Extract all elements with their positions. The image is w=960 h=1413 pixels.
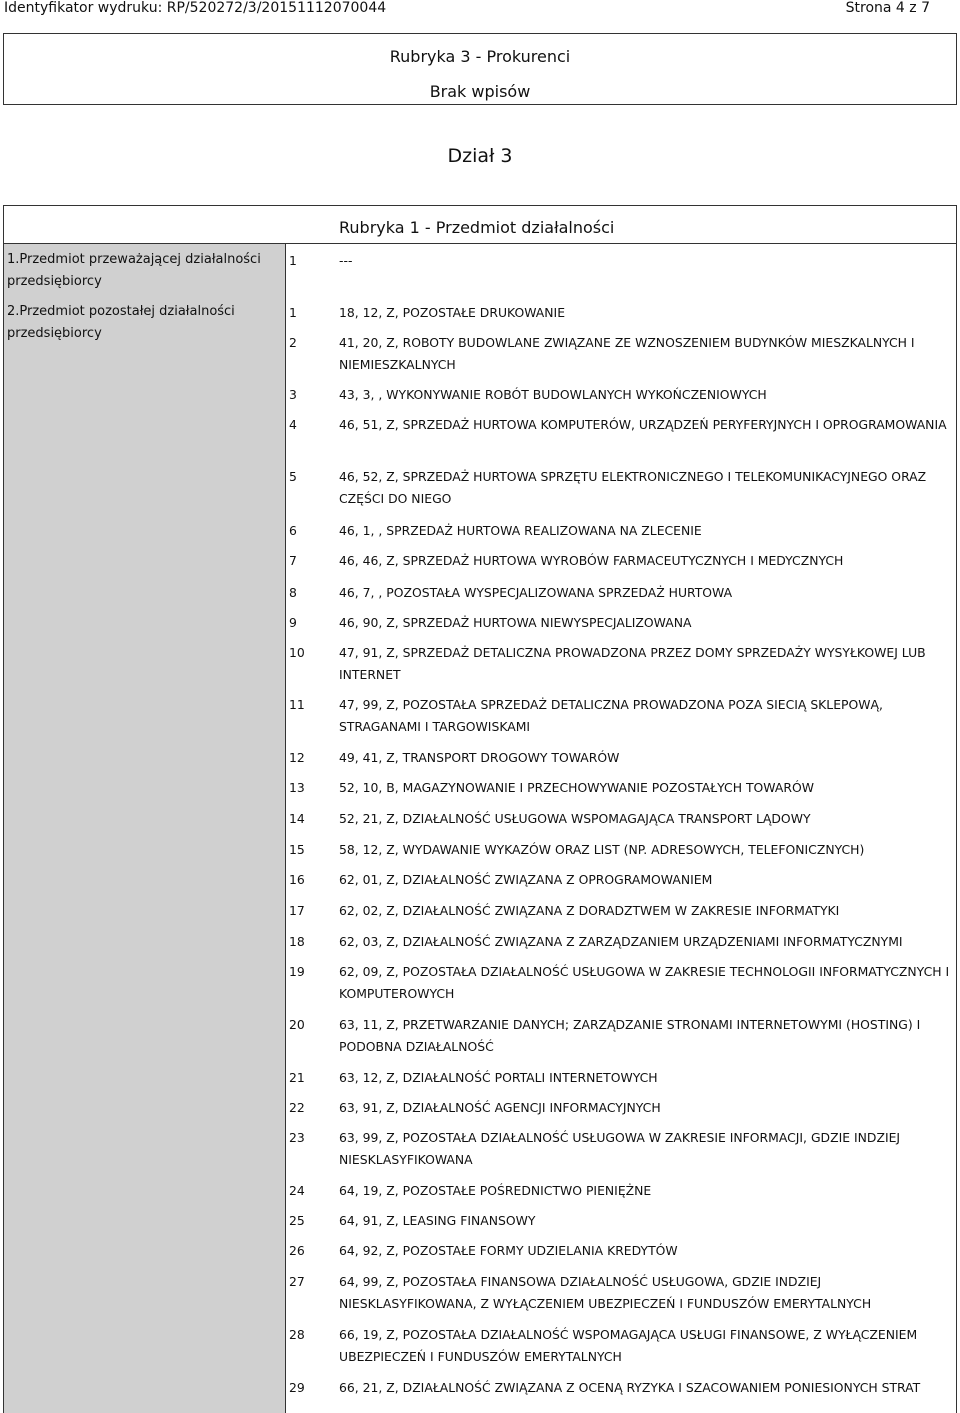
row-number: 24 (289, 1183, 305, 1198)
row-text: 64, 92, Z, POZOSTAŁE FORMY UDZIELANIA KREDYTÓW (339, 1243, 678, 1258)
row-number: 5 (289, 469, 297, 484)
row-text: 58, 12, Z, WYDAWANIE WYKAZÓW ORAZ LIST (NP. ADRESOWYCH, TELEFONICZNYCH) (339, 842, 865, 857)
row-number: 19 (289, 964, 305, 979)
row-number: 10 (289, 645, 305, 660)
row-text: 47, 91, Z, SPRZEDAŻ DETALICZNA PROWADZONA PRZEZ DOMY SPRZEDAŻY WYSYŁKOWEJ LUB INTERNET (339, 645, 926, 682)
row-text: 62, 03, Z, DZIAŁALNOŚĆ ZWIĄZANA Z ZARZĄDZANIEM URZĄDZENIAMI INFORMATYCZNYMI (339, 934, 903, 949)
rubric-1-table (3, 205, 957, 1413)
row-number: 26 (289, 1243, 305, 1258)
row-text: 46, 7, , POZOSTAŁA WYSPECJALIZOWANA SPRZEDAŻ HURTOWA (339, 585, 733, 600)
row-number: 1 (289, 305, 297, 320)
row-text: 63, 91, Z, DZIAŁALNOŚĆ AGENCJI INFORMACYJNYCH (339, 1100, 661, 1115)
row-text: 62, 02, Z, DZIAŁALNOŚĆ ZWIĄZANA Z DORADZTWEM W ZAKRESIE INFORMATYKI (339, 903, 840, 918)
row-text: 63, 12, Z, DZIAŁALNOŚĆ PORTALI INTERNETOWYCH (339, 1070, 658, 1085)
row-text: 41, 20, Z, ROBOTY BUDOWLANE ZWIĄZANE ZE WZNOSZENIEM BUDYNKÓW MIESZKALNYCH I NIEMIESZKALNYCH (339, 335, 915, 372)
row-number: 12 (289, 750, 305, 765)
row-number: 7 (289, 553, 297, 568)
row-number: 18 (289, 934, 305, 949)
row-number: 22 (289, 1100, 305, 1115)
row-text: 52, 21, Z, DZIAŁALNOŚĆ USŁUGOWA WSPOMAGAJĄCA TRANSPORT LĄDOWY (339, 811, 811, 826)
row-text: 46, 52, Z, SPRZEDAŻ HURTOWA SPRZĘTU ELEKTRONICZNEGO I TELEKOMUNIKACYJNEGO ORAZ CZĘŚCI DO NIEGO (339, 469, 927, 506)
row-number: 29 (289, 1380, 305, 1395)
row-text: 49, 41, Z, TRANSPORT DROGOWY TOWARÓW (339, 750, 620, 765)
row-text: 46, 1, , SPRZEDAŻ HURTOWA REALIZOWANA NA ZLECENIE (339, 523, 702, 538)
row-number: 9 (289, 615, 297, 630)
row-text: 63, 11, Z, PRZETWARZANIE DANYCH; ZARZĄDZANIE STRONAMI INTERNETOWYMI (HOSTING) I PODOBNA DZIAŁALNOŚĆ (339, 1017, 921, 1054)
row-number: 13 (289, 780, 305, 795)
row-number: 27 (289, 1274, 305, 1289)
rubric-1-title: Rubryka 1 - Przedmiot działalności (339, 218, 615, 237)
rubric-3-status: Brak wpisów (429, 82, 531, 101)
row-number: 6 (289, 523, 297, 538)
row-number: 8 (289, 585, 297, 600)
section-title: Dział 3 (447, 145, 513, 167)
page-number: Strona 4 z 7 (845, 0, 930, 16)
rubric-3-title: Rubryka 3 - Prokurenci (389, 47, 571, 66)
row-text: 66, 21, Z, DZIAŁALNOŚĆ ZWIĄZANA Z OCENĄ RYZYKA I SZACOWANIEM PONIESIONYCH STRAT (339, 1380, 921, 1395)
row-text: 64, 19, Z, POZOSTAŁE POŚREDNICTWO PIENIĘŻNE (339, 1183, 652, 1198)
row-text: 46, 51, Z, SPRZEDAŻ HURTOWA KOMPUTERÓW, URZĄDZEŃ PERYFERYJNYCH I OPROGRAMOWANIA (339, 417, 947, 432)
row-text: 47, 99, Z, POZOSTAŁA SPRZEDAŻ DETALICZNA PROWADZONA POZA SIECIĄ SKLEPOWĄ, STRAGANAMI I TARGOWISKAMI (339, 697, 883, 734)
row-number: 15 (289, 842, 305, 857)
label-other-activity: 2.Przedmiot pozostałej działalności przedsiębiorcy (7, 304, 235, 341)
label-main-activity: 1.Przedmiot przeważającej działalności przedsiębiorcy (7, 252, 261, 289)
column-divider (285, 243, 286, 1413)
row-text: 63, 99, Z, POZOSTAŁA DZIAŁALNOŚĆ USŁUGOWA W ZAKRESIE INFORMACJI, GDZIE INDZIEJ NIESKLASYFIKOWANA (339, 1130, 901, 1167)
row-text: 62, 01, Z, DZIAŁALNOŚĆ ZWIĄZANA Z OPROGRAMOWANIEM (339, 872, 713, 887)
row-number: 25 (289, 1213, 305, 1228)
row-text: 64, 99, Z, POZOSTAŁA FINANSOWA DZIAŁALNOŚĆ USŁUGOWA, GDZIE INDZIEJ NIESKLASYFIKOWANA, Z WYŁĄCZENIEM UBEZPIECZEŃ I FUNDUSZÓW EMERYTALNYCH (339, 1274, 872, 1311)
row-text: 52, 10, B, MAGAZYNOWANIE I PRZECHOWYWANIE POZOSTAŁYCH TOWARÓW (339, 780, 814, 795)
row-number: 28 (289, 1327, 305, 1342)
print-header (0, 0, 960, 18)
row-text: 62, 09, Z, POZOSTAŁA DZIAŁALNOŚĆ USŁUGOWA W ZAKRESIE TECHNOLOGII INFORMATYCZNYCH I KOMPUTEROWYCH (339, 964, 950, 1001)
row-text: 46, 46, Z, SPRZEDAŻ HURTOWA WYROBÓW FARMACEUTYCZNYCH I MEDYCZNYCH (339, 553, 844, 568)
row-number: 1 (289, 253, 297, 268)
row-number: 3 (289, 387, 297, 402)
print-identifier: Identyfikator wydruku: RP/520272/3/20151112070044 (4, 0, 387, 16)
row-text: 66, 19, Z, POZOSTAŁA DZIAŁALNOŚĆ WSPOMAGAJĄCA USŁUGI FINANSOWE, Z WYŁĄCZENIEM UBEZPIECZEŃ I FUNDUSZÓW EMERYTALNYCH (339, 1327, 918, 1364)
row-number: 20 (289, 1017, 305, 1032)
row-number: 23 (289, 1130, 305, 1145)
row-number: 16 (289, 872, 305, 887)
row-text: 46, 90, Z, SPRZEDAŻ HURTOWA NIEWYSPECJALIZOWANA (339, 615, 692, 630)
row-number: 14 (289, 811, 305, 826)
label-column (4, 244, 285, 1413)
rubric-3-box (3, 33, 957, 105)
row-number: 2 (289, 335, 297, 350)
row-number: 21 (289, 1070, 305, 1085)
row-text: 43, 3, , WYKONYWANIE ROBÓT BUDOWLANYCH WYKOŃCZENIOWYCH (339, 387, 767, 402)
row-text: 18, 12, Z, POZOSTAŁE DRUKOWANIE (339, 305, 566, 320)
row-text: 64, 91, Z, LEASING FINANSOWY (339, 1213, 536, 1228)
row-text: --- (339, 253, 353, 268)
row-number: 11 (289, 697, 305, 712)
row-number: 4 (289, 417, 297, 432)
row-number: 17 (289, 903, 305, 918)
